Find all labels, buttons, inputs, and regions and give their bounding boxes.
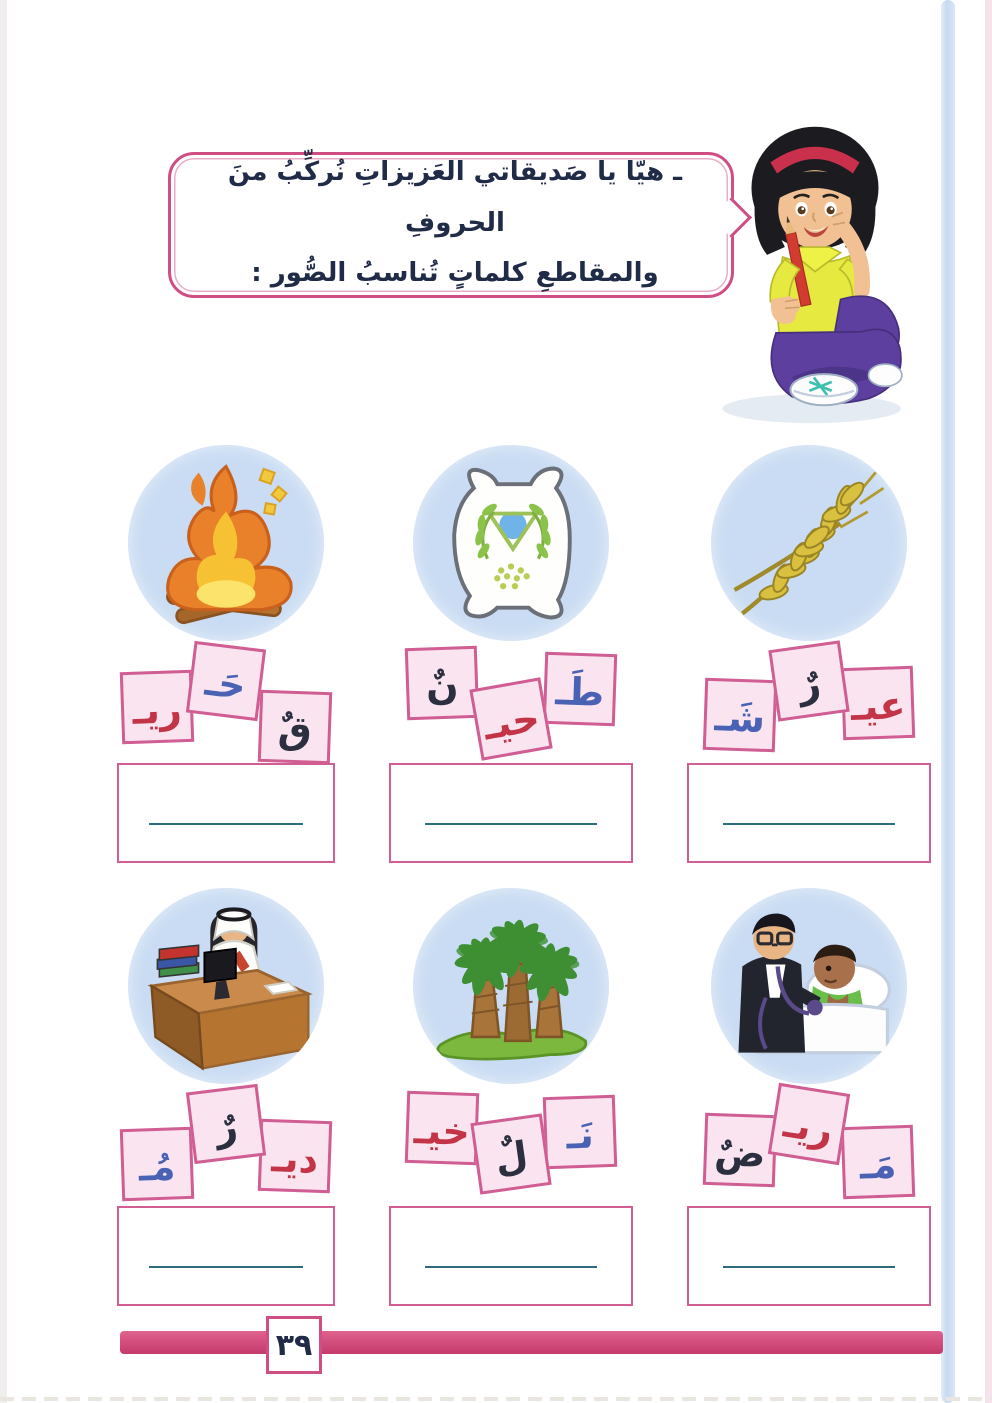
tile-letter: شَـ bbox=[713, 695, 766, 741]
letter-tiles bbox=[117, 1088, 335, 1204]
tile-letter: مُـ bbox=[138, 1144, 177, 1190]
tile-letter: ريـ bbox=[131, 687, 183, 733]
answer-box[interactable] bbox=[389, 763, 633, 863]
letter-tile[interactable] bbox=[405, 1091, 479, 1165]
exercise-flour-sack bbox=[389, 445, 633, 863]
page-right-blue-strip bbox=[941, 0, 955, 1403]
page-right-pink-edge bbox=[985, 0, 992, 1403]
letter-tiles bbox=[687, 1088, 931, 1204]
letter-tile[interactable] bbox=[543, 652, 617, 726]
tile-letter: طَـ bbox=[554, 669, 606, 715]
page-number: ٣٩ bbox=[266, 1316, 322, 1374]
exercise-row-2 bbox=[117, 888, 931, 1306]
tile-letter: حيـ bbox=[480, 695, 543, 749]
exercise-doctor-patient bbox=[687, 888, 931, 1306]
tile-letter: رٌ bbox=[795, 660, 824, 708]
page-left-edge bbox=[0, 0, 7, 1403]
letter-tile[interactable] bbox=[258, 1119, 332, 1193]
footer-bar bbox=[120, 1331, 943, 1354]
letter-tile[interactable] bbox=[703, 678, 777, 752]
answer-box[interactable] bbox=[117, 763, 335, 863]
letter-tile[interactable] bbox=[120, 670, 194, 744]
letter-tile[interactable] bbox=[768, 640, 849, 721]
letter-tile[interactable] bbox=[768, 1083, 850, 1165]
answer-write-line bbox=[723, 1266, 896, 1268]
instruction-speech-bubble bbox=[168, 152, 734, 298]
tile-letter: خيـ bbox=[413, 1108, 471, 1154]
tile-letter: ديـ bbox=[270, 1136, 320, 1182]
page-bottom-dotted-edge bbox=[0, 1397, 992, 1401]
letter-tile[interactable] bbox=[841, 666, 915, 740]
answer-box[interactable] bbox=[389, 1206, 633, 1306]
exercise-manager-desk bbox=[117, 888, 335, 1306]
answer-box[interactable] bbox=[687, 763, 931, 863]
answer-box[interactable] bbox=[687, 1206, 931, 1306]
answer-box[interactable] bbox=[117, 1206, 335, 1306]
letter-tile[interactable] bbox=[186, 641, 266, 721]
tile-letter: مَـ bbox=[859, 1142, 898, 1188]
tile-letter: رٌ bbox=[212, 1103, 240, 1151]
letter-tile[interactable] bbox=[470, 1113, 551, 1194]
tile-letter: عيـ bbox=[850, 683, 907, 729]
answer-write-line bbox=[425, 823, 598, 825]
wheat-ears-image bbox=[711, 445, 907, 641]
letter-tiles bbox=[389, 1088, 633, 1204]
manager-desk-image bbox=[128, 888, 324, 1084]
letter-tile[interactable] bbox=[405, 646, 479, 720]
tile-letter: لٌ bbox=[492, 1132, 531, 1182]
letter-tile[interactable] bbox=[120, 1127, 194, 1201]
letter-tile[interactable] bbox=[703, 1113, 777, 1187]
instruction-line-1: ـ هيّا يا صَديقاتي العَزيزاتِ نُركِّبُ منَ الحروفِ bbox=[227, 156, 683, 238]
exercise-row-1 bbox=[117, 445, 931, 863]
tile-letter: ضٌ bbox=[713, 1130, 767, 1176]
letter-tile[interactable] bbox=[258, 690, 332, 764]
letter-tile[interactable] bbox=[186, 1084, 266, 1164]
flour-sack-image bbox=[413, 445, 609, 641]
girl-drawing bbox=[698, 110, 932, 433]
doctor-patient-image bbox=[711, 888, 907, 1084]
tile-letter: ريـ bbox=[780, 1101, 837, 1153]
answer-write-line bbox=[723, 823, 896, 825]
letter-tile[interactable] bbox=[469, 677, 552, 760]
letter-tile[interactable] bbox=[543, 1095, 617, 1169]
tile-letter: نٌ bbox=[425, 663, 460, 709]
palm-trees-image bbox=[413, 888, 609, 1084]
tile-letter: حَـ bbox=[202, 659, 249, 709]
exercise-palm-trees bbox=[389, 888, 633, 1306]
answer-write-line bbox=[149, 1266, 303, 1268]
answer-write-line bbox=[425, 1266, 598, 1268]
girl-illustration bbox=[698, 110, 932, 410]
exercise-wheat-ears bbox=[687, 445, 931, 863]
instruction-line-2: والمقاطعِ كلماتٍ تُناسبُ الصُّور : bbox=[251, 258, 659, 289]
tile-letter: نَـ bbox=[565, 1112, 595, 1158]
letter-tiles bbox=[389, 645, 633, 761]
answer-write-line bbox=[149, 823, 303, 825]
letter-tile[interactable] bbox=[841, 1125, 915, 1199]
fire-image bbox=[128, 445, 324, 641]
tile-letter: قٌ bbox=[277, 707, 313, 753]
exercise-fire bbox=[117, 445, 335, 863]
letter-tiles bbox=[687, 645, 931, 761]
letter-tiles bbox=[117, 645, 335, 761]
